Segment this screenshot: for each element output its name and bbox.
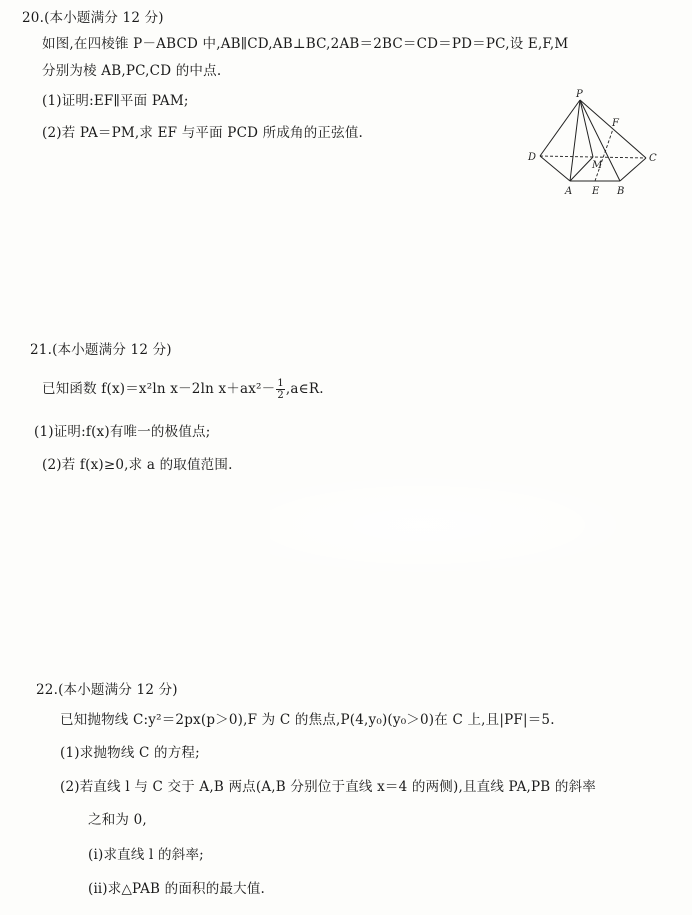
q21-stem bbox=[42, 378, 324, 401]
q21-stem-tail: ,a∈R. bbox=[285, 381, 324, 397]
q21-heading: 21.(本小题满分 12 分) bbox=[30, 342, 172, 358]
q22-part2-line2: 之和为 0, bbox=[88, 812, 147, 828]
q20-part1: (1)证明:EF∥平面 PAM; bbox=[42, 93, 189, 109]
label-M: M bbox=[592, 160, 603, 171]
label-E: E bbox=[592, 186, 600, 197]
label-P: P bbox=[576, 89, 583, 100]
label-A: A bbox=[565, 186, 573, 197]
q20-stem-line2: 分别为棱 AB,PC,CD 的中点. bbox=[42, 63, 222, 79]
q22-sub1: (ⅰ)求直线 l 的斜率; bbox=[88, 847, 204, 863]
edge-DA bbox=[540, 156, 570, 181]
label-C: C bbox=[649, 153, 657, 164]
edge-BC bbox=[620, 158, 646, 181]
q21-frac-num: 1 bbox=[277, 378, 284, 389]
q22-part1: (1)求抛物线 C 的方程; bbox=[60, 745, 200, 761]
q21-fraction bbox=[276, 378, 285, 401]
q21-stem-text: 已知函数 f(x)＝x²ln x－2ln x＋ax²－ bbox=[42, 381, 276, 397]
q22-part2-line1: (2)若直线 l 与 C 交于 A,B 两点(A,B 分别位于直线 x＝4 的两侧),且直线 PA,PB 的斜率 bbox=[60, 779, 597, 795]
label-B: B bbox=[617, 186, 625, 197]
q22-sub2: (ⅱ)求△PAB 的面积的最大值. bbox=[88, 881, 266, 897]
q21-part1: (1)证明:f(x)有唯一的极值点; bbox=[34, 424, 211, 440]
segment-PM bbox=[580, 100, 593, 157]
erased-smudge bbox=[270, 470, 650, 580]
q20-stem-line1: 如图,在四棱锥 P－ABCD 中,AB∥CD,AB⊥BC,2AB＝2BC＝CD＝PD＝PC,设 E,F,M bbox=[42, 36, 569, 52]
q21-frac-den: 2 bbox=[277, 390, 284, 401]
label-D: D bbox=[528, 152, 537, 163]
pyramid-figure bbox=[518, 88, 678, 203]
segment-AM bbox=[570, 157, 593, 181]
q22-stem: 已知抛物线 C:y²＝2px(p＞0),F 为 C 的焦点,P(4,y₀)(y₀＞0)在 C 上,且|PF|＝5. bbox=[60, 712, 555, 728]
q20-part2: (2)若 PA＝PM,求 EF 与平面 PCD 所成角的正弦值. bbox=[42, 125, 364, 141]
q20-heading: 20.(本小题满分 12 分) bbox=[22, 10, 164, 26]
label-F: F bbox=[612, 118, 619, 129]
q22-heading: 22.(本小题满分 12 分) bbox=[36, 682, 178, 698]
edge-PC bbox=[580, 100, 646, 158]
pyramid-diagram bbox=[518, 88, 678, 203]
q21-part2: (2)若 f(x)≥0,求 a 的取值范围. bbox=[42, 457, 233, 473]
